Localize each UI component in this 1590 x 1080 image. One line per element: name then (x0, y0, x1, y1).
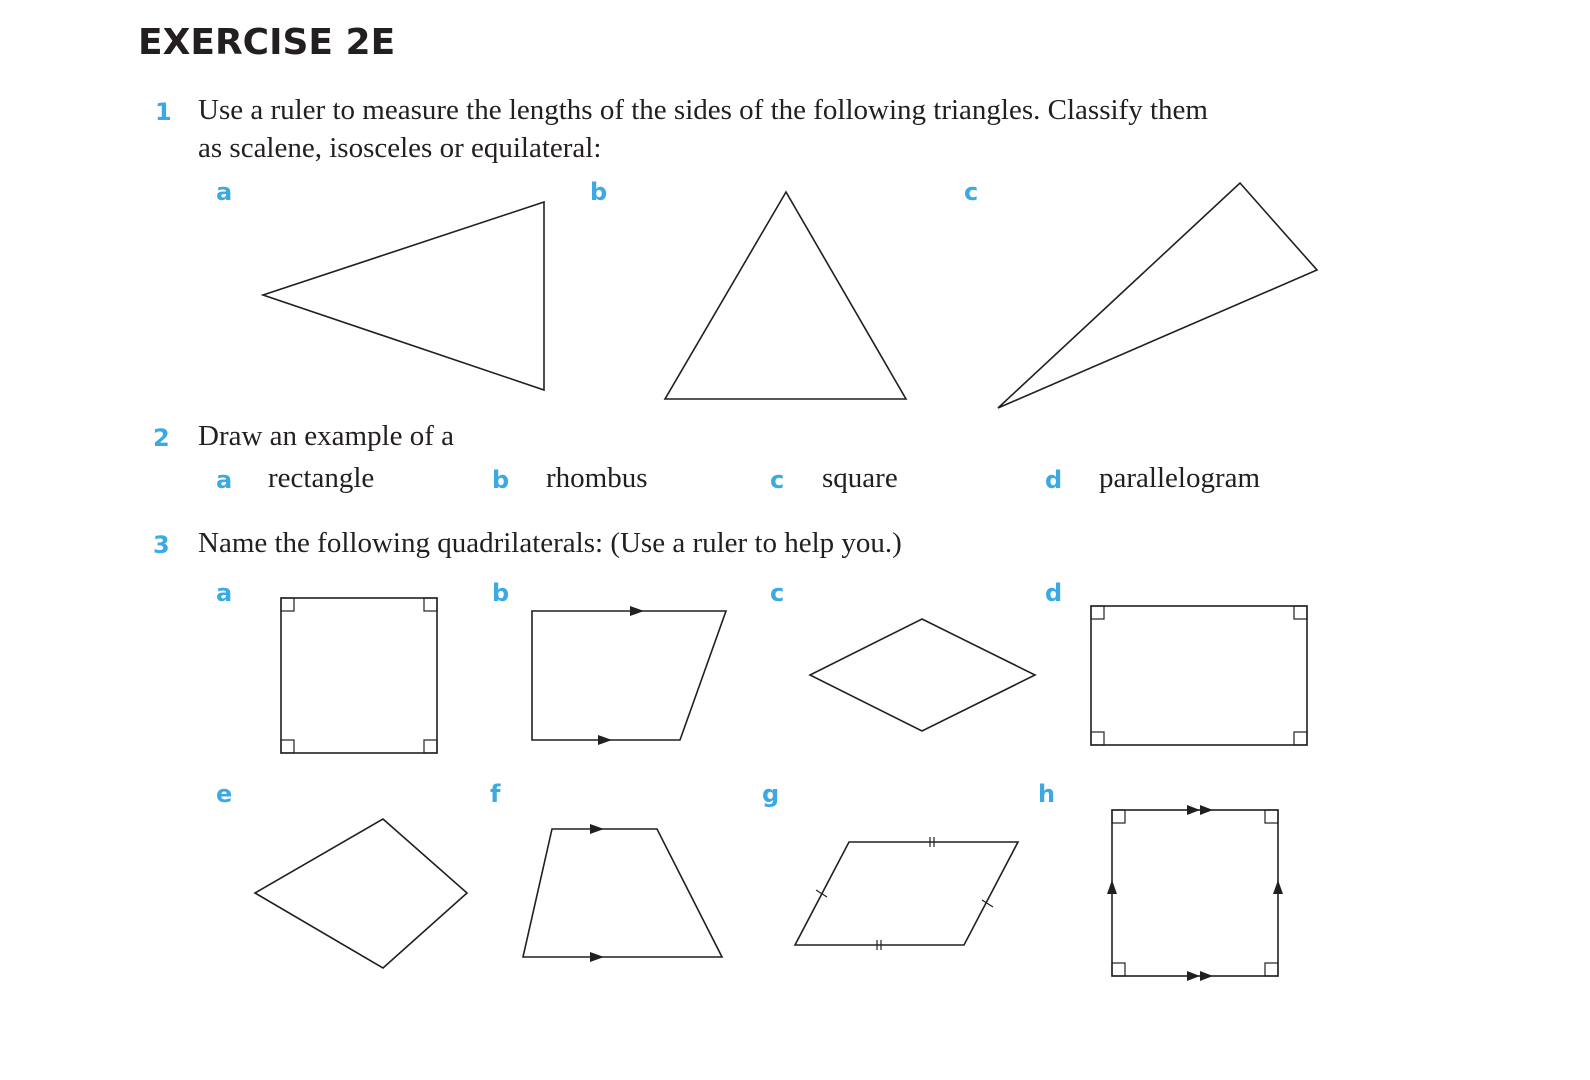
shape-h-arrow-left (1107, 880, 1117, 894)
shape-g-parallelogram (795, 837, 1018, 950)
q3-label-a: a (216, 579, 233, 607)
shape-h-arrow-right (1273, 880, 1283, 894)
question-2-number: 2 (153, 424, 170, 452)
question-1-line-1: Use a ruler to measure the lengths of the sides of the following triangles. Classify them (198, 94, 1208, 126)
q2-label-d: d (1045, 466, 1063, 494)
q1-label-a: a (216, 178, 233, 206)
question-2-text: Draw an example of a (198, 420, 455, 452)
exercise-title: EXERCISE 2E (138, 22, 396, 63)
q3-label-d: d (1045, 579, 1063, 607)
q2-label-b: b (492, 466, 510, 494)
shape-d-rectangle (1091, 606, 1307, 745)
shape-f-trapezium (523, 829, 722, 957)
q1-label-c: c (964, 178, 979, 206)
q3-label-b: b (492, 579, 510, 607)
q3-label-g: g (762, 780, 780, 808)
q2-option-b-text: rhombus (546, 462, 648, 494)
shape-h-arrow-bottom-1 (1187, 971, 1200, 981)
shape-h-arrow-top-1 (1187, 805, 1200, 815)
q3-label-c: c (770, 579, 785, 607)
question-1-line-2: as scalene, isosceles or equilateral: (198, 132, 602, 164)
q3-label-h: h (1038, 780, 1056, 808)
shape-b-trapezium (532, 611, 726, 740)
triangle-a (263, 202, 544, 390)
shape-b-arrow-top (630, 606, 644, 616)
q2-option-d-text: parallelogram (1099, 462, 1261, 494)
q2-label-a: a (216, 466, 233, 494)
q3-label-e: e (216, 780, 233, 808)
question-3-number: 3 (153, 531, 170, 559)
shape-b-arrow-bottom (598, 735, 612, 745)
shape-f-arrow-top (590, 824, 604, 834)
q2-option-c-text: square (822, 462, 898, 494)
q1-label-b: b (590, 178, 608, 206)
triangle-c (998, 183, 1317, 408)
shape-e-kite (255, 819, 467, 968)
question-3-text: Name the following quadrilaterals: (Use a ruler to help you.) (198, 527, 902, 559)
shape-h-arrow-bottom-2 (1200, 971, 1213, 981)
shape-h-arrow-top-2 (1200, 805, 1213, 815)
q2-label-c: c (770, 466, 785, 494)
q3-label-f: f (490, 780, 501, 808)
shape-h-square (1112, 810, 1278, 976)
question-1-number: 1 (155, 98, 172, 126)
triangle-b (665, 192, 906, 399)
shape-c-rhombus (810, 619, 1035, 731)
shape-a-square (281, 598, 437, 753)
shape-f-arrow-bottom (590, 952, 604, 962)
q2-option-a-text: rectangle (268, 462, 375, 494)
